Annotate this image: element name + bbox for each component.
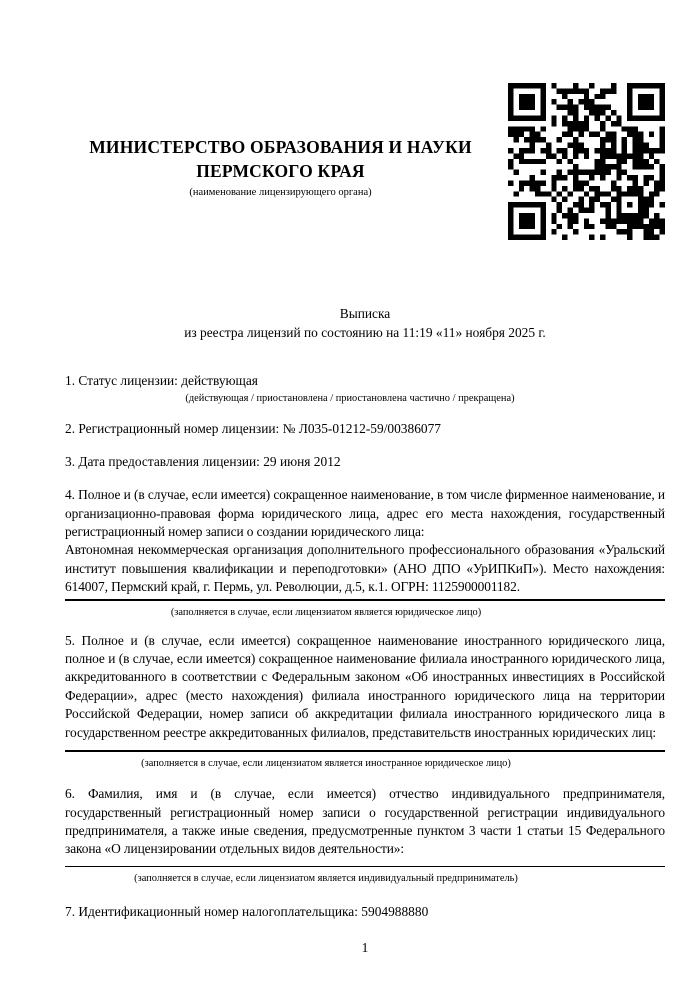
legal-entity-fill-line [65, 599, 665, 601]
legal-entity-value: Автономная некоммерческая организация дополнительного профессионального образования «Уральский институт повышения квалификации и переподготовки» (АНО ДПО «УрИПКиП»). Место нахождения: 614007, Пермский край, г. Пермь, ул. Революции, д.5, к.1. ОГРН: 1125900001182. [65, 542, 665, 595]
license-status-text: 1. Статус лицензии: действующая [65, 373, 258, 388]
ministry-caption: (наименование лицензирующего органа) [189, 187, 372, 198]
legal-entity-caption: (заполняется в случае, если лицензиатом является юридическое лицо) [170, 606, 482, 618]
license-status-options-caption: (действующая / приостановлена / приостановлена частично / прекращена) [185, 393, 515, 405]
ministry-name-line2: ПЕРМСКОГО КРАЯ [196, 161, 365, 181]
individual-entrepreneur-fill-line [65, 866, 665, 867]
document-title [65, 305, 665, 342]
field-taxpayer-number [65, 903, 665, 921]
field-license-date [65, 453, 665, 471]
document-title-line1: Выписка [339, 306, 391, 321]
individual-entrepreneur-label: 6. Фамилия, имя и (в случае, если имеется) отчество индивидуального предпринимателя, государственный регистрационный номер записи о государственной регистрации индивидуального предпринимателя, а также иные сведения, предусмотренные пунктом 3 части 1 статьи 15 Федерального закона «О лицензировании отдельных видов деятельности»: [65, 786, 665, 857]
field-license-status [65, 372, 665, 405]
document-header [65, 0, 665, 240]
registration-number-text: 2. Регистрационный номер лицензии: № Л035-01212-59/00386077 [65, 421, 441, 437]
ministry-name-line1: МИНИСТЕРСТВО ОБРАЗОВАНИЯ И НАУКИ [89, 137, 472, 157]
field-individual-entrepreneur [65, 785, 665, 885]
page-number: 1 [361, 940, 369, 956]
licensing-authority-block [65, 83, 508, 198]
field-foreign-entity [65, 632, 665, 770]
legal-entity-label: 4. Полное и (в случае, если имеется) сокращенное наименование, в том числе фирменное наименование, и организационно-правовая форма юридического лица, адрес его места нахождения, государственный регистрационный номер записи о создании юридического лица: [65, 487, 665, 540]
document-title-line2: из реестра лицензий по состоянию на 11:19 «11» ноября 2025 г. [184, 324, 546, 340]
qr-code-canvas [508, 83, 665, 240]
taxpayer-number-text: 7. Идентификационный номер налогоплательщика: 5904988880 [65, 903, 429, 919]
field-legal-entity [65, 486, 665, 618]
foreign-entity-label: 5. Полное и (в случае, если имеется) сокращенное наименование иностранного юридического лица, полное и (в случае, если имеется) сокращенное наименование филиала иностранного юридического лица, аккредитованного в соответствии с Федеральным законом «Об иностранных инвестициях в Российской Федерации», адрес (место нахождения) филиала иностранного юридического лица на территории Российской Федерации, номер записи об аккредитации филиала иностранного юридического лица в государственном реестре аккредитованных филиалов, представительств иностранных юридических лиц: [65, 632, 665, 740]
foreign-entity-fill-line [65, 750, 665, 752]
foreign-entity-caption: (заполняется в случае, если лицензиатом является иностранное юридическое лицо) [141, 758, 511, 770]
qr-code-icon [508, 83, 665, 240]
license-date-text: 3. Дата предоставления лицензии: 29 июня 2012 [65, 453, 341, 469]
field-registration-number [65, 420, 665, 438]
individual-entrepreneur-caption: (заполняется в случае, если лицензиатом является индивидуальный предприниматель) [134, 872, 518, 884]
